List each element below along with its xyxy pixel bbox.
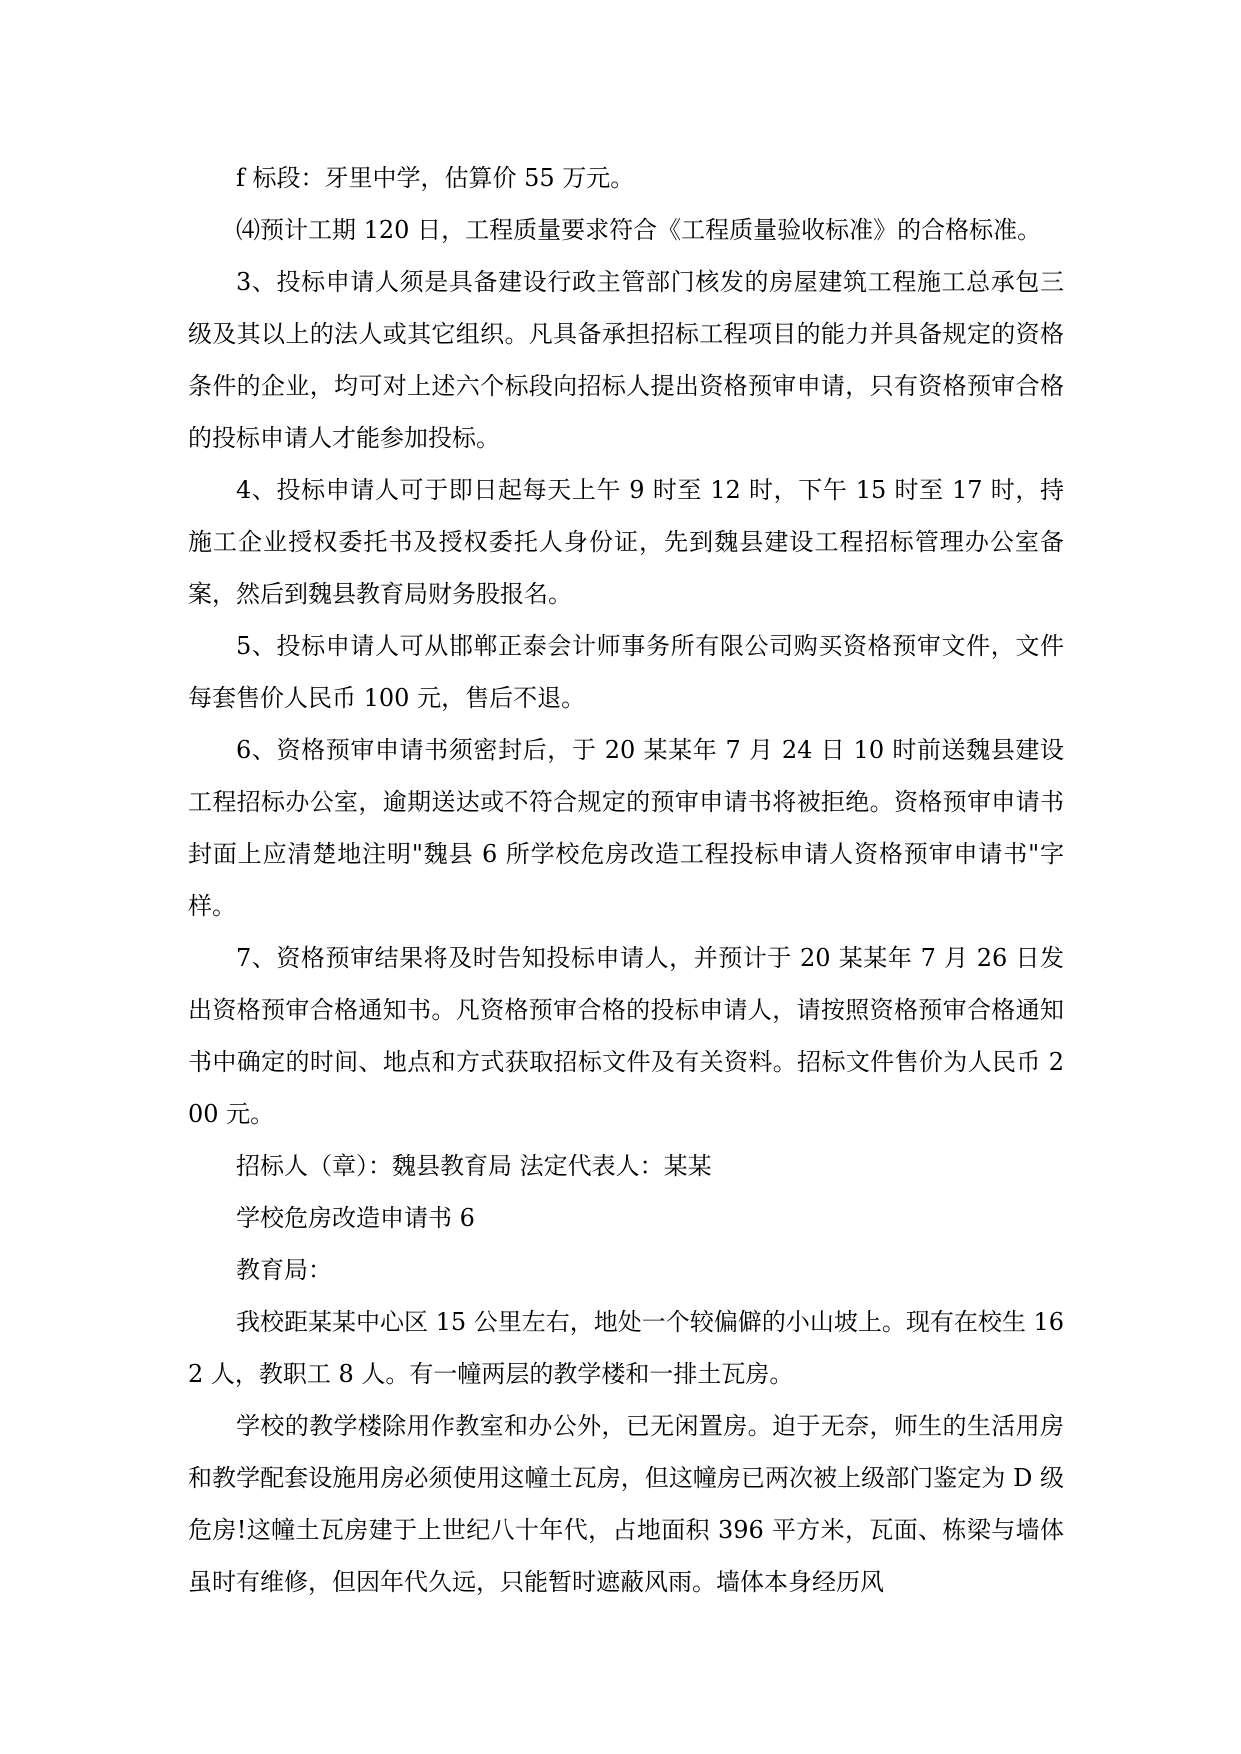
- paragraph-item-5: 5、投标申请人可从邯郸正泰会计师事务所有限公司购买资格预审文件，文件每套售价人民币 100 元，售后不退。: [188, 632, 1064, 712]
- paragraph-section-f: f 标段：牙里中学，估算价 55 万元。: [236, 164, 635, 192]
- document-body: [188, 152, 1064, 1608]
- paragraph-schedule: ⑷预计工期 120 日，工程质量要求符合《工程质量验收标准》的合格标准。: [236, 216, 1042, 244]
- paragraph-heading: 学校危房改造申请书 6: [236, 1204, 475, 1232]
- paragraph-body-1: 我校距某某中心区 15 公里左右，地处一个较偏僻的小山坡上。现有在校生 162 人，教职工 8 人。有一幢两层的教学楼和一排土瓦房。: [188, 1308, 1064, 1388]
- paragraph-item-3: 3、投标申请人须是具备建设行政主管部门核发的房屋建筑工程施工总承包三级及其以上的法人或其它组织。凡具备承担招标工程项目的能力并具备规定的资格条件的企业，均可对上述六个标段向招标人提出资格预审申请，只有资格预审合格的投标申请人才能参加投标。: [188, 268, 1064, 452]
- paragraph-body-2: 学校的教学楼除用作教室和办公外，已无闲置房。迫于无奈，师生的生活用房和教学配套设施用房必须使用这幢土瓦房，但这幢房已两次被上级部门鉴定为 D 级危房!这幢土瓦房建于上世纪八十年代，占地面积 396 平方米，瓦面、栋梁与墙体虽时有维修，但因年代久远，只能暂时遮蔽风雨。墙体本身经历风: [188, 1412, 1064, 1596]
- paragraph-signatory: 招标人（章）：魏县教育局 法定代表人：某某: [236, 1152, 712, 1180]
- paragraph-item-7: 7、资格预审结果将及时告知投标申请人，并预计于 20 某某年 7 月 26 日发出资格预审合格通知书。凡资格预审合格的投标申请人，请按照资格预审合格通知书中确定的时间、地点和方式获取招标文件及有关资料。招标文件售价为人民币 200 元。: [188, 944, 1064, 1128]
- paragraph-item-4: 4、投标申请人可于即日起每天上午 9 时至 12 时，下午 15 时至 17 时，持施工企业授权委托书及授权委托人身份证，先到魏县建设工程招标管理办公室备案，然后到魏县教育局财务股报名。: [188, 476, 1064, 608]
- paragraph-salutation: 教育局：: [236, 1256, 332, 1284]
- paragraph-item-6: 6、资格预审申请书须密封后，于 20 某某年 7 月 24 日 10 时前送魏县建设工程招标办公室，逾期送达或不符合规定的预审申请书将被拒绝。资格预审申请书封面上应清楚地注明"魏县 6 所学校危房改造工程投标申请人资格预审申请书"字样。: [188, 736, 1064, 920]
